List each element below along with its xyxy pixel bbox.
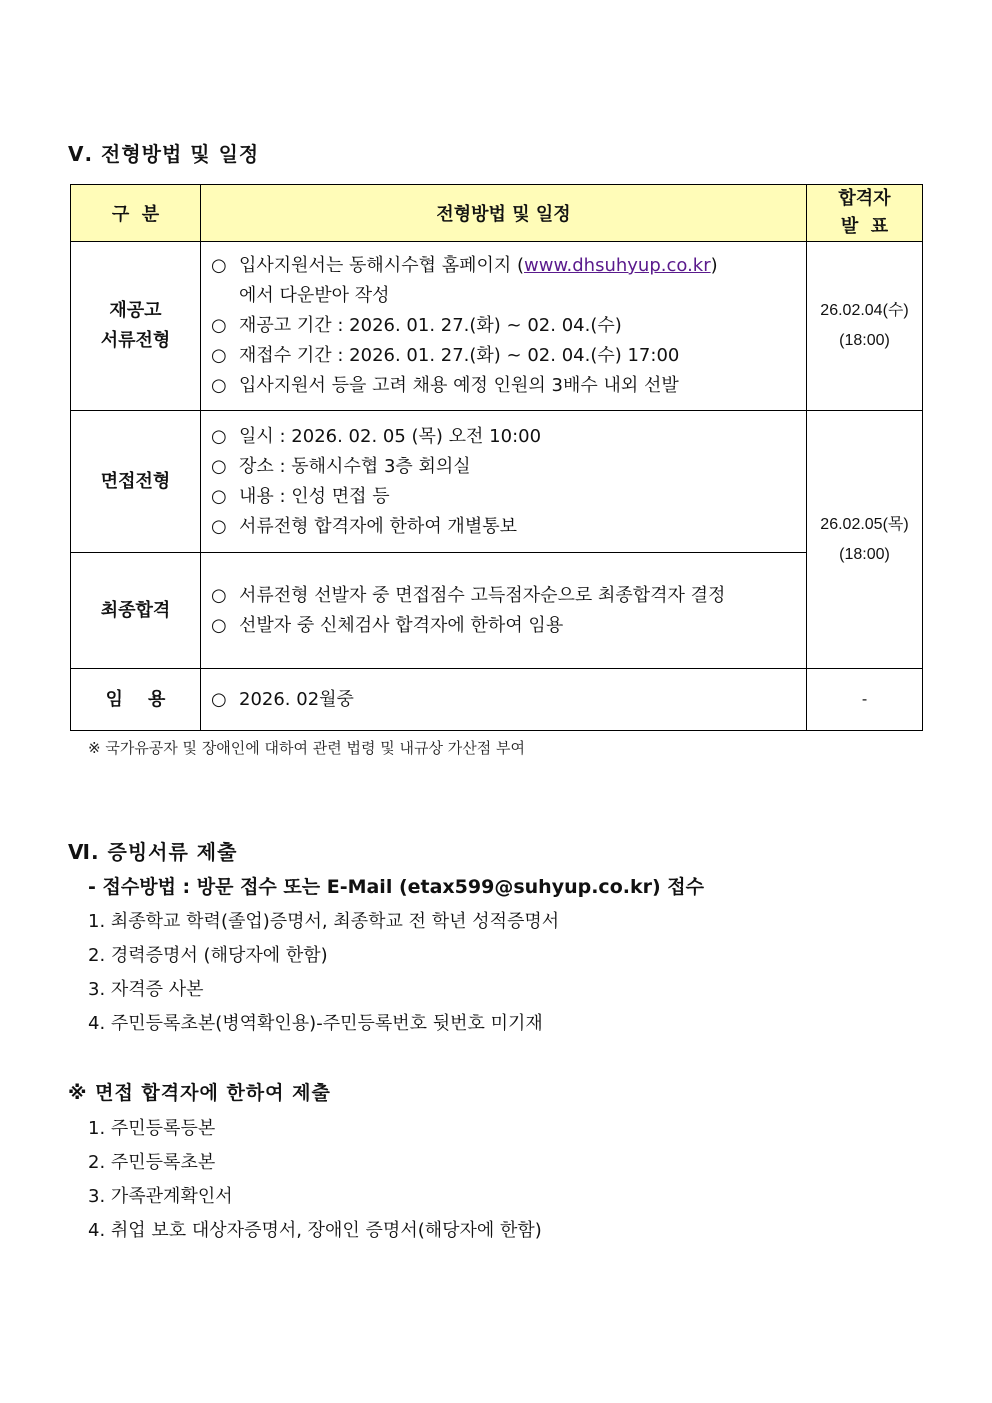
row-details <box>201 553 807 669</box>
row-category: 최종합격 <box>71 553 201 669</box>
list-item: 4. 취업 보호 대상자증명서, 장애인 증명서(해당자에 한함) <box>88 1220 542 1241</box>
announce-time: (18:00) <box>839 545 890 563</box>
announce-date: 26.02.04(수) <box>820 302 909 319</box>
list-item: 2. 경력증명서 (해당자에 한함) <box>88 945 328 966</box>
list-item <box>211 311 796 341</box>
item-text: 서류전형 선발자 중 면접점수 고득점자순으로 최종합격자 결정 <box>239 584 726 606</box>
bullet-circle: ○ <box>211 425 227 447</box>
bullet-circle: ○ <box>211 255 227 276</box>
list-item: 3. 자격증 사본 <box>88 979 204 1000</box>
item-text: 에서 다운받아 작성 <box>239 285 390 306</box>
item-text: 일시 : 2026. 02. 05 (목) 오전 10:00 <box>239 425 542 447</box>
bullet-circle: ○ <box>211 688 227 710</box>
item-text: 입사지원서는 동해시수협 홈페이지 ( <box>239 255 525 276</box>
item-text: 서류전형 합격자에 한하여 개별통보 <box>239 515 517 537</box>
schedule-table <box>70 184 923 731</box>
header-announce <box>807 185 923 242</box>
item-text: 2026. 02월중 <box>239 688 354 710</box>
bullet-circle: ○ <box>211 485 227 507</box>
row-details <box>201 411 807 553</box>
list-item <box>211 452 796 482</box>
announce-time: (18:00) <box>839 332 890 349</box>
list-item <box>211 611 796 641</box>
section-title-interview-docs: ※ 면접 합격자에 한하여 제출 <box>68 1082 331 1104</box>
announce-date: 26.02.05(목) <box>820 515 909 533</box>
row-category <box>71 242 201 411</box>
item-text: 입사지원서 등을 고려 채용 예정 인원의 3배수 내외 선발 <box>239 375 679 396</box>
list-item <box>211 581 796 611</box>
bullet-circle: ○ <box>211 614 227 636</box>
bullet-circle: ○ <box>211 315 227 336</box>
list-item <box>211 482 796 512</box>
item-text: ) <box>710 255 718 276</box>
list-item <box>211 371 796 401</box>
list-item <box>211 685 796 715</box>
table-header-row <box>71 185 923 242</box>
header-category: 구 분 <box>71 185 201 242</box>
category-line1: 재공고 <box>109 300 162 321</box>
item-text: 재접수 기간 : 2026. 01. 27.(화) ~ 02. 04.(수) 17:00 <box>239 345 680 366</box>
bonus-points-note: ※ 국가유공자 및 장애인에 대하여 관련 법령 및 내규상 가산점 부여 <box>88 739 525 757</box>
list-item <box>211 422 796 452</box>
section-title-selection: Ⅴ. 전형방법 및 일정 <box>68 142 260 166</box>
row-details <box>201 669 807 731</box>
submission-method: - 접수방법 : 방문 접수 또는 E-Mail (etax599@suhyup.co.kr) 접수 <box>88 876 704 898</box>
header-announce-line1: 합격자 <box>838 188 891 209</box>
list-item: 1. 최종학교 학력(졸업)증명서, 최종학교 전 학년 성적증명서 <box>88 911 560 932</box>
interview-documents-list <box>88 1112 542 1248</box>
list-item: 2. 주민등록초본 <box>88 1152 216 1173</box>
table-row <box>71 242 923 411</box>
row-announce <box>807 242 923 411</box>
list-item <box>211 251 796 281</box>
row-details <box>201 242 807 411</box>
homepage-link[interactable]: www.dhsuhyup.co.kr <box>524 255 711 276</box>
bullet-circle: ○ <box>211 345 227 366</box>
table-row <box>71 553 923 669</box>
header-method: 전형방법 및 일정 <box>201 185 807 242</box>
section-title-documents: Ⅵ. 증빙서류 제출 <box>68 840 238 864</box>
list-item <box>211 281 796 311</box>
list-item: 4. 주민등록초본(병역확인용)-주민등록번호 뒷번호 미기재 <box>88 1013 543 1034</box>
table-row <box>71 669 923 731</box>
list-item: 3. 가족관계확인서 <box>88 1186 233 1207</box>
item-text: 장소 : 동해시수협 3층 회의실 <box>239 455 471 477</box>
row-announce: - <box>807 669 923 731</box>
header-announce-line2: 발 표 <box>840 216 889 237</box>
documents-list <box>88 905 559 1041</box>
bullet-circle: ○ <box>211 455 227 477</box>
row-category: 면접전형 <box>71 411 201 553</box>
list-item <box>211 341 796 371</box>
item-text: 선발자 중 신체검사 합격자에 한하여 임용 <box>239 614 564 636</box>
bullet-circle: ○ <box>211 375 227 396</box>
list-item <box>211 512 796 542</box>
row-announce <box>807 411 923 669</box>
row-category: 임 용 <box>71 669 201 731</box>
bullet-circle: ○ <box>211 515 227 537</box>
item-text: 내용 : 인성 면접 등 <box>239 485 390 507</box>
bullet-blank <box>211 281 239 311</box>
table-row <box>71 411 923 553</box>
item-text: 재공고 기간 : 2026. 01. 27.(화) ~ 02. 04.(수) <box>239 315 622 336</box>
bullet-circle: ○ <box>211 584 227 606</box>
list-item: 1. 주민등록등본 <box>88 1118 216 1139</box>
category-line2: 서류전형 <box>100 330 171 351</box>
